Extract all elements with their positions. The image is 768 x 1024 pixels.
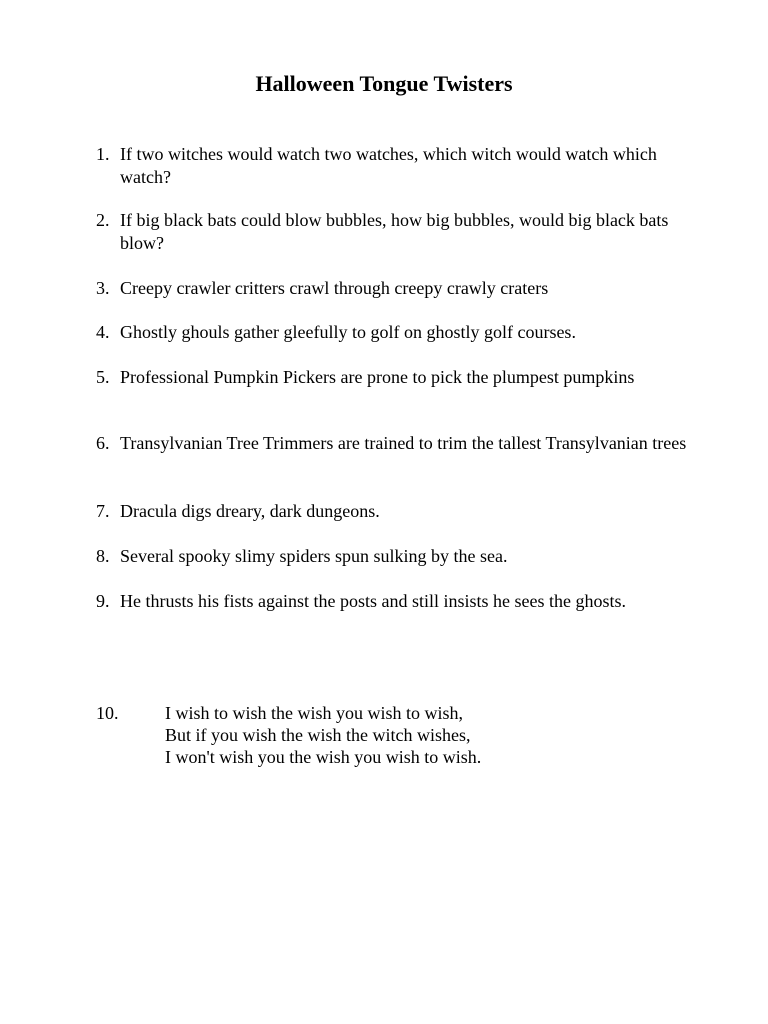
- item-number: 3.: [96, 278, 110, 298]
- list-item: [96, 545, 696, 568]
- verse: [165, 702, 656, 768]
- item-number: 2.: [96, 210, 110, 230]
- item-text: Dracula digs dreary, dark dungeons.: [120, 501, 380, 521]
- list-item: [96, 590, 696, 613]
- list-item: [96, 500, 696, 523]
- item-text: If two witches would watch two watches, which witch would watch which watch?: [120, 144, 657, 187]
- item-text: Several spooky slimy spiders spun sulking by the sea.: [120, 546, 508, 566]
- list-item: [96, 277, 696, 300]
- verse-line: But if you wish the wish the witch wishes,: [165, 725, 471, 745]
- item-number: 4.: [96, 322, 110, 342]
- item-number: 6.: [96, 433, 110, 453]
- item-text: Transylvanian Tree Trimmers are trained to trim the tallest Transylvanian trees: [120, 433, 687, 453]
- item-text: Ghostly ghouls gather gleefully to golf on ghostly golf courses.: [120, 322, 576, 342]
- item-text: He thrusts his fists against the posts and still insists he sees the ghosts.: [120, 591, 626, 611]
- item-number: 9.: [96, 591, 110, 611]
- list-item: [96, 143, 696, 188]
- item-number: 8.: [96, 546, 110, 566]
- item-number: 5.: [96, 367, 110, 387]
- list-item: [96, 321, 696, 344]
- item-text: If big black bats could blow bubbles, how big bubbles, would big black bats blow?: [120, 210, 669, 253]
- verse-line: I wish to wish the wish you wish to wish,: [165, 703, 464, 723]
- list-item: [96, 366, 696, 389]
- verse-line: I won't wish you the wish you wish to wish.: [165, 747, 482, 767]
- item-text: Professional Pumpkin Pickers are prone to pick the plumpest pumpkins: [120, 367, 635, 387]
- item-number: 1.: [96, 144, 110, 164]
- list-item: [96, 209, 696, 254]
- page-title: Halloween Tongue Twisters: [255, 71, 513, 96]
- list-item-10: [96, 702, 656, 768]
- item-number: 10.: [96, 703, 119, 723]
- item-number: 7.: [96, 501, 110, 521]
- list-item: [96, 432, 696, 455]
- item-text: Creepy crawler critters crawl through creepy crawly craters: [120, 278, 549, 298]
